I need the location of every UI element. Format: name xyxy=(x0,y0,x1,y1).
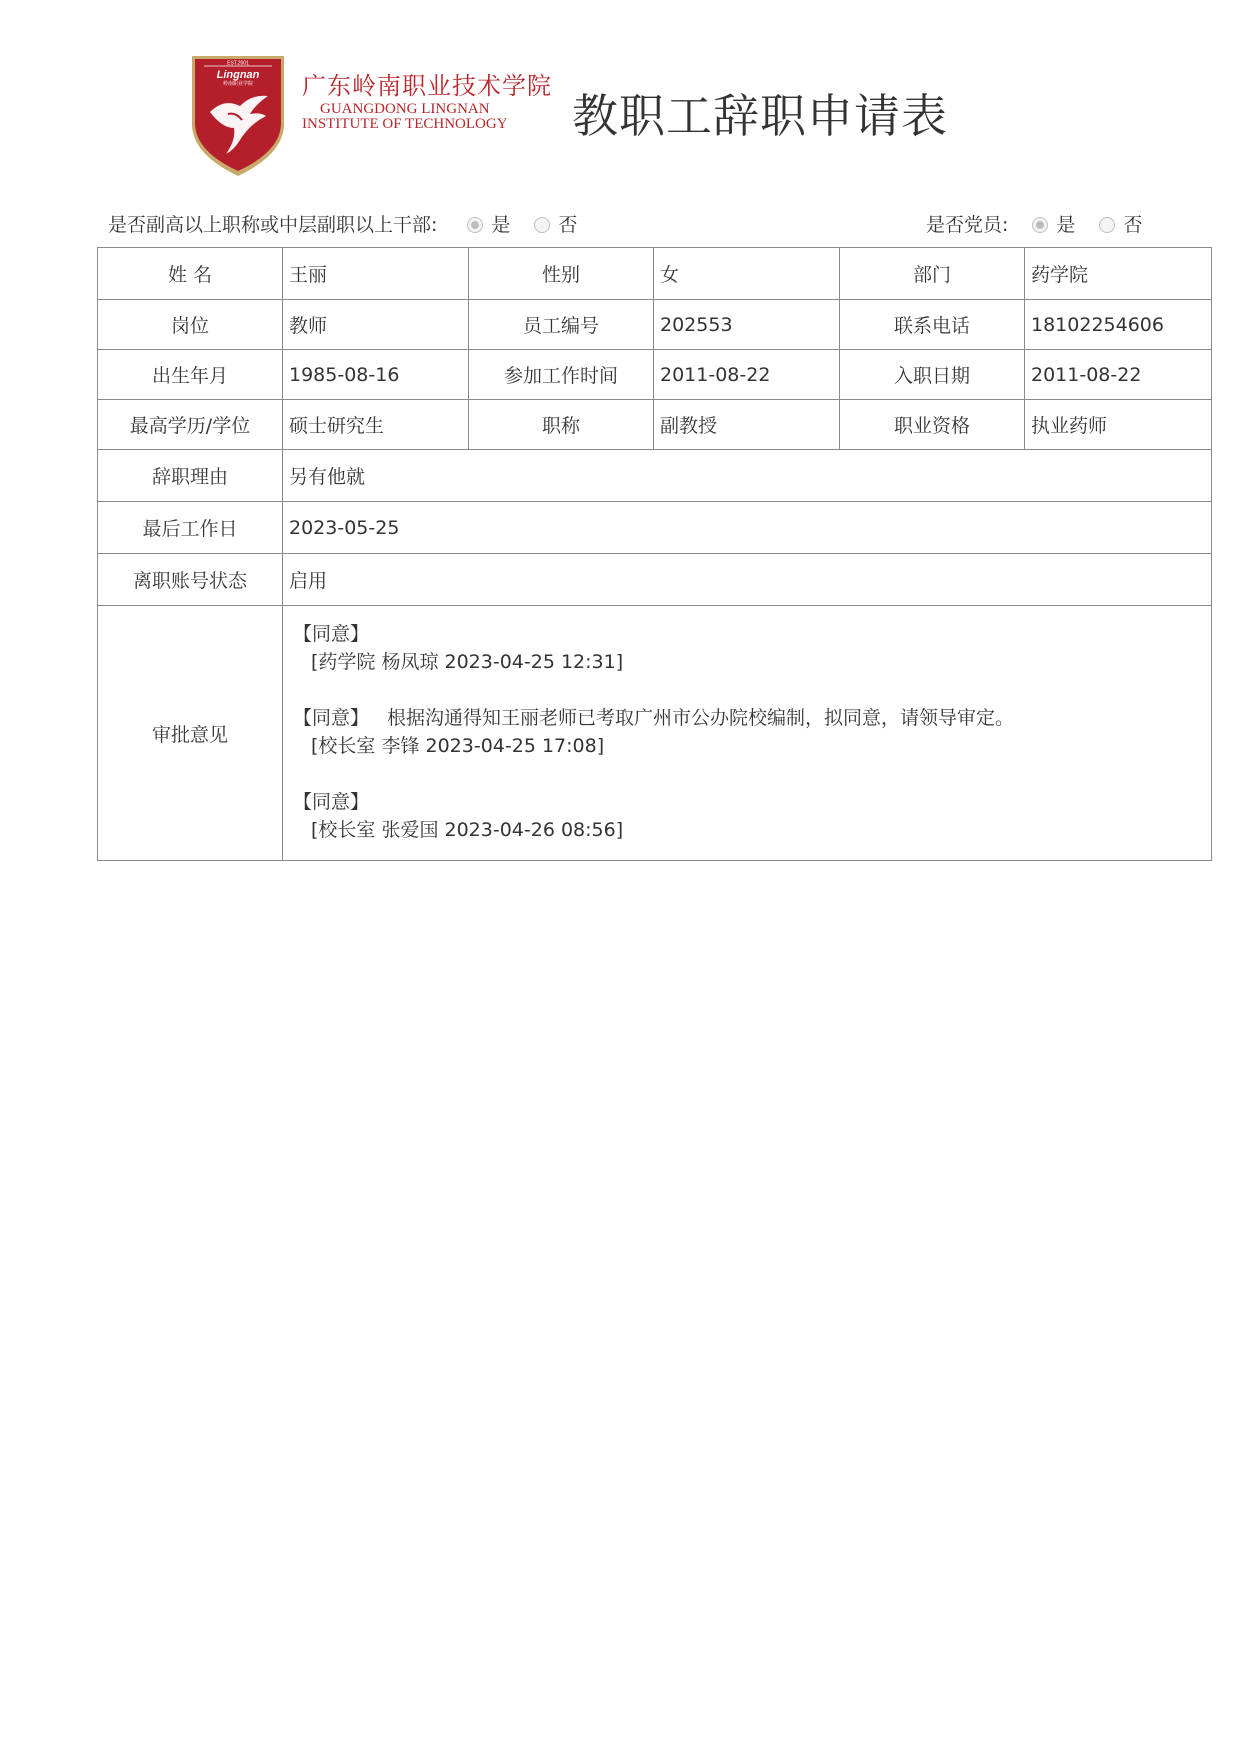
account-status-value: 启用 xyxy=(283,554,1212,606)
school-name-en-line1: GUANGDONG LINGNAN xyxy=(320,101,490,117)
approval-signature: [药学院 杨凤琼 2023-04-25 12:31] xyxy=(311,651,624,673)
brand-block xyxy=(302,72,552,132)
radio-unchecked-icon[interactable] xyxy=(534,217,550,233)
radio-checked-icon[interactable] xyxy=(1032,217,1048,233)
account-status-label: 离职账号状态 xyxy=(98,554,283,606)
logo-wordmark: Lingnan xyxy=(216,69,260,81)
employee-id-value: 202553 xyxy=(654,300,840,350)
education-value: 硕士研究生 xyxy=(283,400,469,450)
radio-option-label: 是 xyxy=(491,214,511,236)
radio-option-yes[interactable] xyxy=(1032,210,1075,240)
radio-option-label: 是 xyxy=(1056,214,1076,236)
logo-sub-mark: 岭南职业学院 xyxy=(222,81,254,87)
radio-unchecked-icon[interactable] xyxy=(1099,217,1115,233)
table-row xyxy=(98,400,1212,450)
question-party-member xyxy=(926,210,1166,240)
gender-value: 女 xyxy=(654,248,840,300)
professional-title-label: 职称 xyxy=(469,400,654,450)
approval-decision: 【同意】 xyxy=(293,623,370,645)
qualification-label: 职业资格 xyxy=(840,400,1025,450)
professional-title-value: 副教授 xyxy=(654,400,840,450)
position-value: 教师 xyxy=(283,300,469,350)
question-row xyxy=(98,210,1180,240)
school-name-en-line2: INSTITUTE OF TECHNOLOGY xyxy=(302,116,508,132)
radio-option-yes[interactable] xyxy=(467,210,510,240)
hire-date-label: 入职日期 xyxy=(840,350,1025,400)
work-start-label: 参加工作时间 xyxy=(469,350,654,400)
last-workday-value: 2023-05-25 xyxy=(283,502,1212,554)
birth-date-label: 出生年月 xyxy=(98,350,283,400)
radio-option-label: 否 xyxy=(558,214,578,236)
form-title: 教职工辞职申请表 xyxy=(572,89,948,143)
table-row xyxy=(98,248,1212,300)
table-row xyxy=(98,502,1212,554)
question-label: 是否党员: xyxy=(926,214,1009,236)
employee-id-label: 员工编号 xyxy=(469,300,654,350)
approval-entry xyxy=(293,704,1201,760)
approval-decision: 【同意】 xyxy=(293,791,370,813)
application-form-table xyxy=(97,247,1212,861)
table-row xyxy=(98,606,1212,861)
approval-comment: 根据沟通得知王丽老师已考取广州市公办院校编制，拟同意，请领导审定。 xyxy=(387,707,1015,729)
radio-option-label: 否 xyxy=(1123,214,1143,236)
approval-signature: [校长室 张爱国 2023-04-26 08:56] xyxy=(311,819,624,841)
birth-date-value: 1985-08-16 xyxy=(283,350,469,400)
work-start-value: 2011-08-22 xyxy=(654,350,840,400)
education-label: 最高学历/学位 xyxy=(98,400,283,450)
table-row xyxy=(98,554,1212,606)
last-workday-label: 最后工作日 xyxy=(98,502,283,554)
phone-label: 联系电话 xyxy=(840,300,1025,350)
school-name-cn: 广东岭南职业技术学院 xyxy=(302,72,552,100)
resign-reason-value: 另有他就 xyxy=(283,450,1212,502)
gender-label: 性别 xyxy=(469,248,654,300)
hire-date-value: 2011-08-22 xyxy=(1025,350,1212,400)
approval-opinions xyxy=(283,606,1212,861)
department-value: 药学院 xyxy=(1025,248,1212,300)
name-value: 王丽 xyxy=(283,248,469,300)
approval-entry xyxy=(293,788,1201,844)
approval-decision: 【同意】 xyxy=(293,707,370,729)
table-row xyxy=(98,350,1212,400)
approval-entry xyxy=(293,620,1201,676)
question-label: 是否副高以上职称或中层副职以上干部: xyxy=(108,214,438,236)
phone-value: 18102254606 xyxy=(1025,300,1212,350)
approval-label: 审批意见 xyxy=(98,606,283,861)
name-label: 姓 名 xyxy=(98,248,283,300)
table-row xyxy=(98,300,1212,350)
department-label: 部门 xyxy=(840,248,1025,300)
logo-est-text: EST.2001 xyxy=(227,60,249,67)
radio-checked-icon[interactable] xyxy=(467,217,483,233)
question-senior-title xyxy=(108,210,601,240)
qualification-value: 执业药师 xyxy=(1025,400,1212,450)
page-header xyxy=(190,52,990,182)
table-row xyxy=(98,450,1212,502)
position-label: 岗位 xyxy=(98,300,283,350)
school-logo-icon xyxy=(190,54,286,178)
resign-reason-label: 辞职理由 xyxy=(98,450,283,502)
radio-option-no[interactable] xyxy=(1099,210,1142,240)
approval-signature: [校长室 李锋 2023-04-25 17:08] xyxy=(311,735,605,757)
radio-option-no[interactable] xyxy=(534,210,577,240)
